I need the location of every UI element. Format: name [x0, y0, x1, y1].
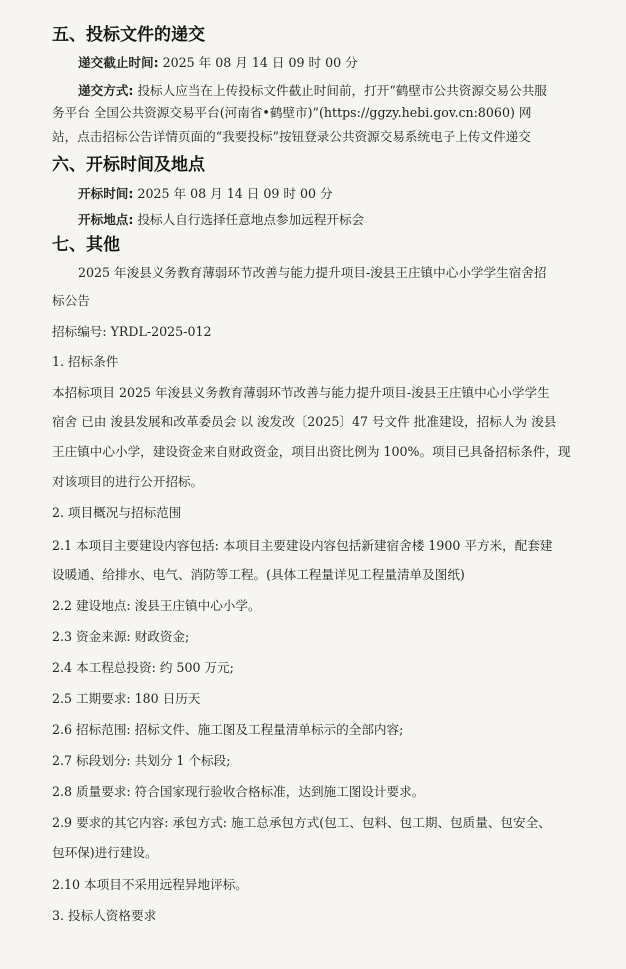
- open-time-line: [78, 185, 333, 202]
- open-place-label: 开标地点:: [78, 212, 134, 227]
- bid-number: 招标编号: YRDL-2025-012: [52, 324, 212, 339]
- notice-title-line-2: 标公告: [52, 293, 90, 308]
- item-2-1-line-2: 设暖通、给排水、电气、消防等工程。(具体工程量详见工程量清单及图纸): [52, 567, 465, 582]
- deadline-label: 递交截止时间:: [78, 55, 159, 70]
- item-2-6: 2.6 招标范围: 招标文件、施工图及工程量清单标示的全部内容;: [52, 722, 404, 737]
- item-2-7: 2.7 标段划分: 共划分 1 个标段;: [52, 753, 231, 768]
- conditions-line-3: 王庄镇中心小学，建设资金来自财政资金，项目出资比例为 100%。项目已具备招标条件，现: [52, 444, 571, 459]
- method-line-3: 站，点击招标公告详情页面的“我要投标”按钮登录公共资源交易系统电子上传文件递交: [52, 129, 531, 144]
- item-2-9-line-1: 2.9 要求的其它内容: 承包方式: 施工总承包方式(包工、包料、包工期、包质量、包安全、: [52, 815, 551, 830]
- method-text-1: 投标人应当在上传投标文件截止时间前，打开“鹤壁市公共资源交易公共服: [137, 83, 547, 98]
- open-time-value: 2025 年 08 月 14 日 09 时 00 分: [137, 186, 333, 201]
- notice-title-line-1: 2025 年浚县义务教育薄弱环节改善与能力提升项目-浚县王庄镇中心小学学生宿舍招: [78, 265, 547, 280]
- method-label: 递交方式:: [78, 83, 134, 98]
- method-line-2: 务平台 全国公共资源交易平台(河南省•鹤壁市)”(https://ggzy.hebi.gov.cn:8060) 网: [52, 105, 532, 120]
- item-2-10: 2.10 本项目不采用远程异地评标。: [52, 877, 248, 892]
- conditions-line-4: 对该项目的进行公开招标。: [52, 474, 204, 489]
- deadline-line: [78, 54, 358, 71]
- method-line-1: [78, 82, 547, 99]
- item-2-9-line-2: 包环保)进行建设。: [52, 845, 158, 860]
- deadline-value: 2025 年 08 月 14 日 09 时 00 分: [162, 55, 358, 70]
- scope-heading: 2. 项目概况与招标范围: [52, 505, 182, 520]
- conditions-line-1: 本招标项目 2025 年浚县义务教育薄弱环节改善与能力提升项目-浚县王庄镇中心小学学生: [52, 385, 550, 400]
- item-2-5: 2.5 工期要求: 180 日历天: [52, 691, 201, 706]
- open-place-value: 投标人自行选择任意地点参加远程开标会: [137, 212, 365, 227]
- open-time-label: 开标时间:: [78, 186, 134, 201]
- qualification-heading: 3. 投标人资格要求: [52, 908, 157, 923]
- item-2-4: 2.4 本工程总投资: 约 500 万元;: [52, 660, 234, 675]
- section-7-heading: 七、其他: [52, 235, 120, 255]
- item-2-2: 2.2 建设地点: 浚县王庄镇中心小学。: [52, 598, 261, 613]
- item-2-3: 2.3 资金来源: 财政资金;: [52, 629, 190, 644]
- section-5-heading: 五、投标文件的递交: [52, 25, 205, 45]
- conditions-line-2: 宿舍 已由 浚县发展和改革委员会 以 浚发改〔2025〕47 号文件 批准建设，招标人为 浚县: [52, 414, 557, 429]
- item-2-8: 2.8 质量要求: 符合国家现行验收合格标准，达到施工图设计要求。: [52, 784, 425, 799]
- open-place-line: [78, 211, 364, 228]
- item-2-1-line-1: 2.1 本项目主要建设内容包括: 本项目主要建设内容包括新建宿舍楼 1900 平方米，配套建: [52, 538, 553, 553]
- conditions-heading: 1. 招标条件: [52, 354, 119, 369]
- section-6-heading: 六、开标时间及地点: [52, 155, 205, 175]
